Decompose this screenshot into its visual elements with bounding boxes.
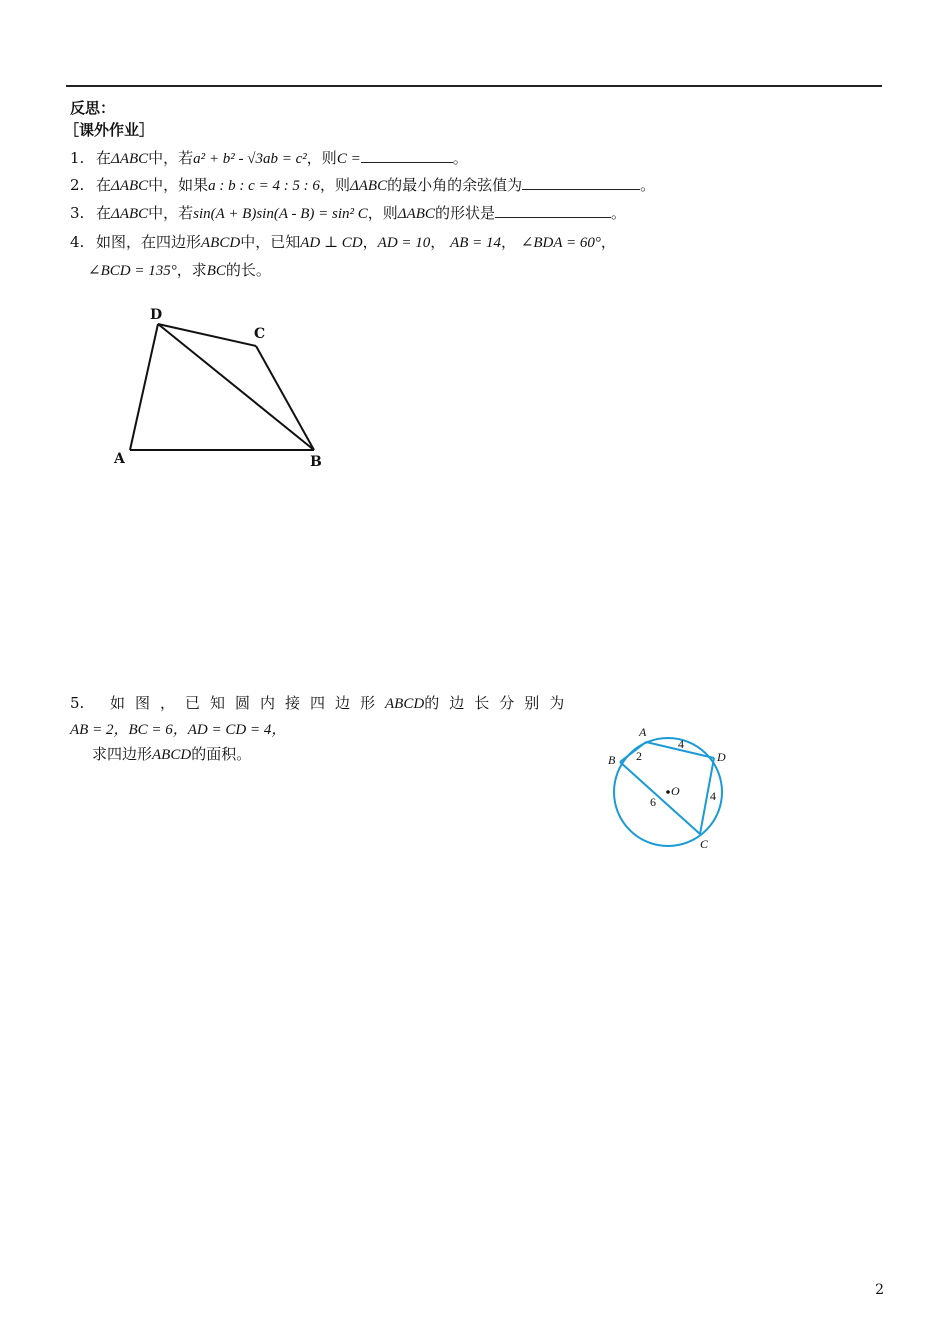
homework-heading: ［课外作业］ [64,121,155,139]
q5-ask-end: 的面积。 [191,745,252,763]
q5-ask: 求四边形 [92,745,153,763]
q1-answer-blank[interactable] [361,148,453,163]
q5-length-bc: 6 [650,795,656,809]
q1-triangle: ΔABC [111,151,149,167]
q3-expression: sin(A + B)sin(A - B) = sin² C [193,206,368,222]
q2-ask: 的最小角的余弦值为 [387,176,523,194]
question-5-line-2 [70,719,286,740]
q5-length-cd: 4 [710,789,716,803]
q1-expression: a² + b² - √3ab = c² [193,151,307,167]
question-1 [70,148,468,169]
q5-quadrilateral-2: ABCD [152,747,192,763]
q5-cyclic-quadrilateral-figure [600,720,740,852]
q4-quadrilateral-figure [100,300,340,480]
q1-end: 。 [452,149,468,167]
q5-label-d: D [717,750,726,764]
q4-given: 中，已知 [240,233,301,251]
q5-length-ab: 2 [636,749,642,763]
q3-pre: 在 [96,204,112,222]
question-5-line-3 [92,744,251,765]
q3-number: 3. [70,204,85,222]
question-2 [70,175,655,196]
q3-post: ，则 [367,204,398,222]
q5-edge-ab [620,742,646,762]
q4-edge-ad [130,324,158,450]
question-3 [70,203,626,224]
header-rule [66,85,882,87]
question-5-line-1 [70,693,574,714]
q4-label-d: D [150,307,163,323]
q3-mid: 中，若 [148,204,194,222]
question-4-line-1: 4. 如图，在四边形ABCD中，已知AD ⊥ CD，AD = 10， AB = 14， ∠BDA = 60°， [70,233,616,251]
q4-label-b: B [310,454,322,470]
q4-quadrilateral: ABCD [201,235,241,251]
reflection-heading: 反思： [70,99,116,117]
q2-ratio: a : b : c = 4 : 5 : 6 [208,178,320,194]
q4-bc: BC [206,263,226,279]
page-number: 2 [875,1282,884,1298]
q1-number: 1. [70,149,85,167]
q2-answer-blank[interactable] [522,175,640,190]
q4-number: 4. [70,233,85,251]
q1-variable: C = [336,151,361,167]
q4-label-a: A [114,451,125,467]
q1-post: ，则 [306,149,337,167]
q5-intro-2: 的边长分别为 [424,694,575,712]
q4-ask: ，求 [176,261,207,279]
q5-label-b: B [608,753,616,767]
q5-length-ad: 4 [678,737,684,751]
q1-mid: 中，若 [148,149,194,167]
q5-intro: 如图，已知圆内接四边形 [110,694,386,712]
q3-end: 。 [610,204,626,222]
q5-label-o: O [671,784,680,798]
q4-intro: 如图，在四边形 [96,233,202,251]
q4-label-c: C [254,326,266,342]
q5-label-c: C [700,837,709,851]
q1-pre: 在 [96,149,112,167]
q4-cond-perpendicular: AD ⊥ CD [300,235,363,251]
q4-cond-ad: AD = 10 [377,235,431,251]
q5-side-lengths: AB = 2，BC = 6，AD = CD = 4， [70,722,287,738]
q4-edge-cb [256,346,314,450]
q2-triangle: ΔABC [111,178,149,194]
q4-cond-ab: AB = 14 [450,235,502,251]
q2-mid: 中，如果 [148,176,209,194]
q5-edge-bc [620,762,700,834]
q3-triangle-2: ΔABC [397,206,435,222]
q2-triangle-2: ΔABC [349,178,388,194]
q3-ask: 的形状是 [434,204,495,222]
q4-cond-angle-bcd: ∠BCD = 135° [88,263,177,279]
q5-center-dot [666,790,670,794]
q4-cond-angle-bda: ∠BDA = 60° [520,235,601,251]
q2-post: ，则 [319,176,350,194]
q4-diagonal-db [158,324,314,450]
q3-triangle: ΔABC [111,206,149,222]
q5-number: 5. [70,694,85,712]
q2-end: 。 [640,176,656,194]
q2-pre: 在 [96,176,112,194]
question-4-line-2 [88,260,271,281]
q5-label-a: A [639,725,647,739]
q3-answer-blank[interactable] [495,203,611,218]
q5-quadrilateral: ABCD [385,696,425,712]
q2-number: 2. [70,176,85,194]
q4-ask-end: 的长。 [225,261,271,279]
